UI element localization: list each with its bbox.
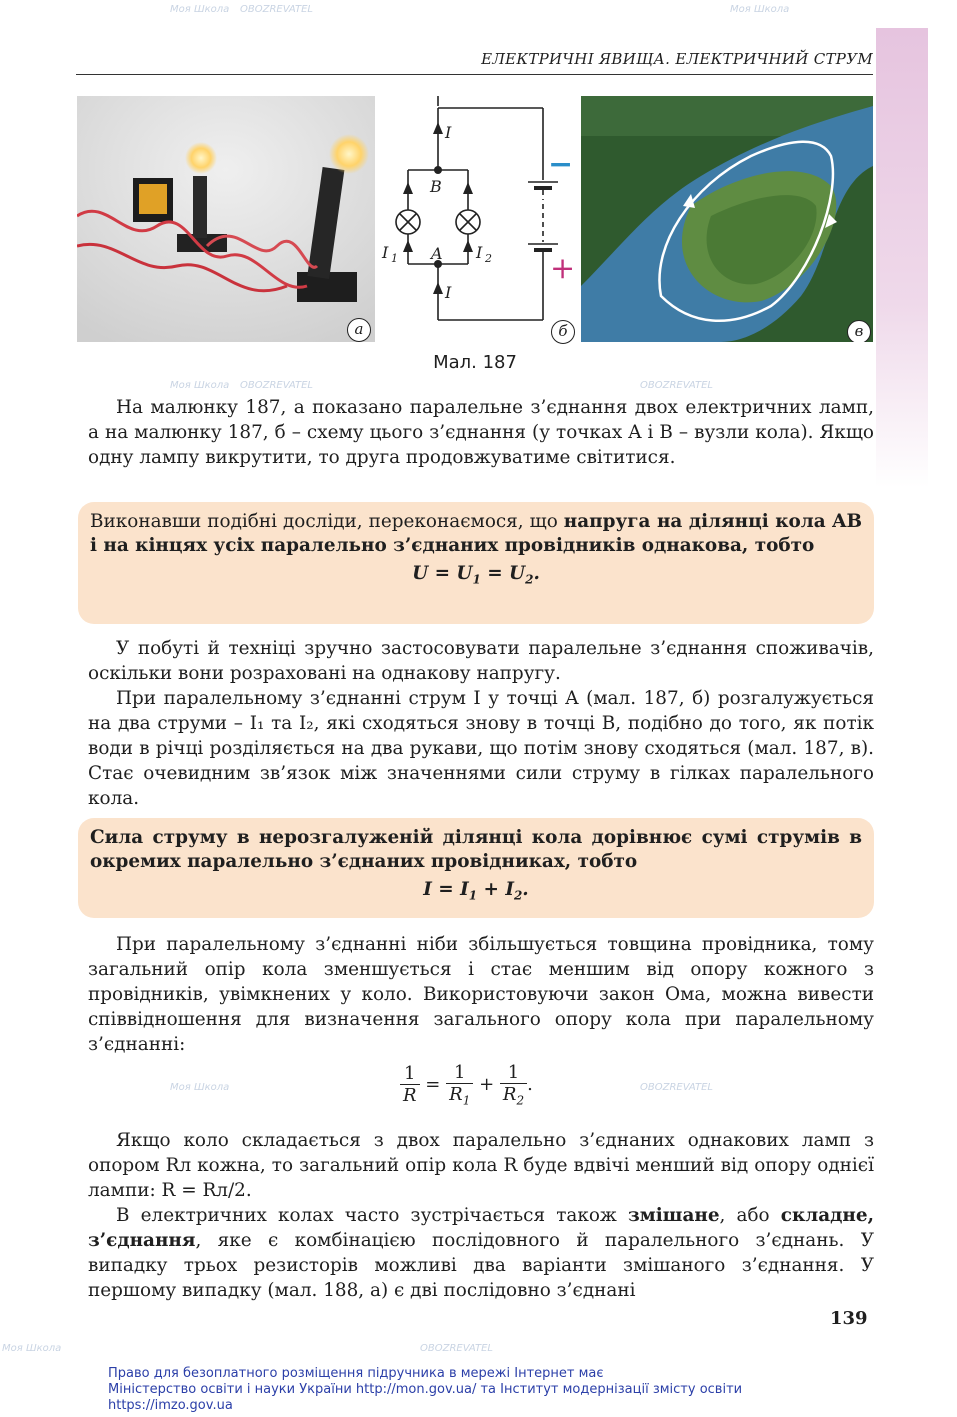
watermark: OBOZREVATEL [240,4,313,15]
label-node-b: B [430,177,442,196]
paragraph-4-text: При паралельному з’єднанні ніби збільшується товщина провідника, тому загальний опір кола зменшується і стає меншим від опору кожного з провідників, увімкнених у коло. Використовуючи закон Ома, можна вивести співвідношення для визначення загального опору кола при паралельному з’єднанні: [88,934,874,1055]
watermark: Моя Школа [2,1343,62,1354]
rule-box-voltage [78,502,874,624]
running-header: ЕЛЕКТРИЧНІ ЯВИЩА. ЕЛЕКТРИЧНИЙ СТРУМ [481,50,873,68]
watermark: OBOZREVATEL [420,1343,493,1354]
paragraph-2 [88,636,874,811]
paragraph-1-text: На малюнку 187, а показано паралельне з’єднання двох електричних ламп, а на малюнку 187, б – схему цього з’єднання (у точках A і B – вузли кола). Якщо одну лампу викрутити, то друга продовжуватиме світитися. [88,397,874,468]
watermark: Моя Школа [170,1082,230,1093]
footer-line-1: Право для безоплатного розміщення підручника в мережі Інтернет має [108,1366,604,1381]
header-rule [76,74,873,75]
label-current-1: I [382,243,389,262]
formula-voltage: $U = U_1 = U_2$. [412,563,540,587]
label-sub-1: 1 [391,252,398,265]
photo-lamps [77,96,375,342]
side-tab [876,28,928,488]
paragraph-5-text: Якщо коло складається з двох паралельно з’єднаних однакових ламп з опором Rл кожна, то загальний опір кола R буде вдвічі менший від опору однієї лампи: R = Rл/2. [88,1130,874,1201]
watermark: Моя Школа [170,380,230,391]
watermark: OBOZREVATEL [640,1082,713,1093]
paragraph-3-text: При паралельному з’єднанні струм I у точці A (мал. 187, б) розгалужується на два струми – I₁ та I₂, які сходяться знову в точці B, подібно до того, як потік води в річці розділяється на два рукави, що потім знову сходяться (мал. 187, в). Стає очевидним зв’язок між значеннями сили струму в гілках паралельного кола. [88,688,874,809]
figure-label-b: б [551,320,575,344]
rule-box-current-statement: Сила струму в нерозгалуженій ділянці кола дорівнює сумі струмів в окремих паралельно з’єднаних провідниках, тобто [90,827,862,872]
paragraph-5 [88,1128,874,1303]
label-current-2: I [476,243,483,262]
watermark: Моя Школа [730,4,790,15]
formula-current: $I = I_1 + I_2$. [423,879,529,903]
battery-plus: + [550,251,576,286]
battery-minus: − [548,147,574,182]
label-node-a: A [431,244,443,263]
watermark: OBOZREVATEL [240,380,313,391]
photo-river [581,96,873,342]
paragraph-2-text: У побуті й техніці зручно застосовувати паралельне з’єднання споживачів, оскільки вони розраховані на однакову напругу. [88,638,874,684]
rule-box-voltage-statement: напруга на ділянці кола AB і на кінцях усіх паралельно з’єднаних провідників однакова, тобто [90,511,862,556]
circuit-diagram [378,96,578,346]
figure-label-a: а [347,318,371,342]
paragraph-1 [88,395,874,470]
page-number: 139 [830,1308,868,1329]
label-current-top: I [445,123,452,142]
figure-label-c: в [847,320,871,342]
watermark: Моя Школа [170,4,230,15]
rule-box-current [78,818,874,918]
watermark: OBOZREVATEL [640,380,713,391]
label-current-bottom: I [445,283,452,302]
rule-box-voltage-intro: Виконавши подібні досліди, переконаємося, що [90,511,558,532]
paragraph-4 [88,932,874,1057]
footer-line-2: Міністерство освіти і науки України http://mon.gov.ua/ та Інститут модернізації змісту освіти https://imzo.gov.ua [108,1382,743,1413]
footer-license [108,1366,868,1414]
formula-resistance: $\frac{1}{R}$ = $\frac{1}{R_1}$ + $\frac{1}{R_2}$ . [400,1062,533,1108]
paragraph-6-text: В електричних колах часто зустрічається також змішане, або складне, з’єднання, яке є комбінацією послідовного й паралельного з’єднань. У випадку трьох резисторів можливі два варіанти змішаного з’єднання. У першому випадку (мал. 188, а) є дві послідовно з’єднані [88,1205,874,1301]
figure-caption: Мал. 187 [433,352,517,373]
label-sub-2: 2 [485,252,492,265]
